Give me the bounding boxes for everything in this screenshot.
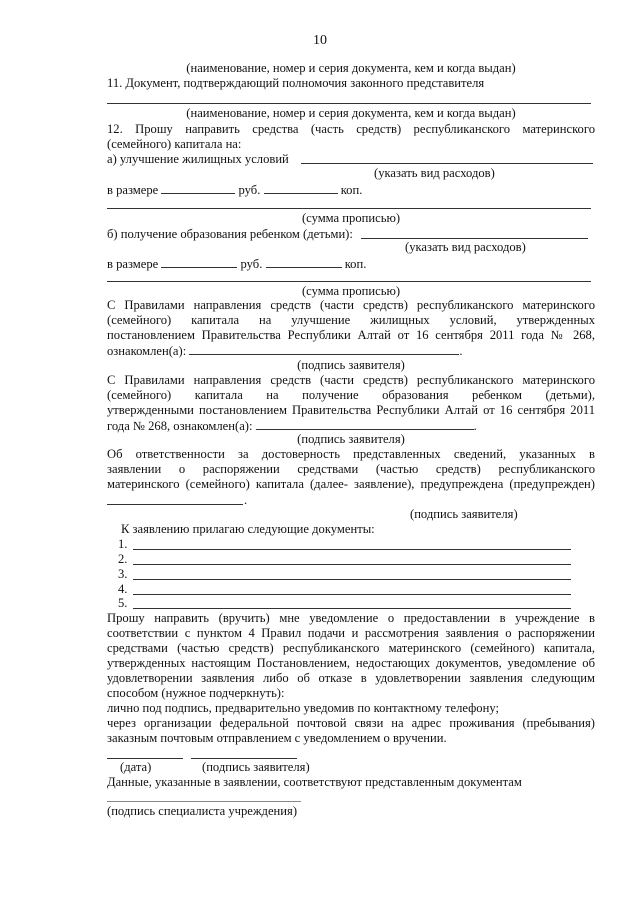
item-11-heading: 11. Документ, подтверждающий полномочия законного представителя xyxy=(107,76,485,90)
option-a-label: а) улучшение жилищных условий xyxy=(107,152,289,166)
responsibility-text: заявлении о распоряжении средствами (частью средств) республиканского xyxy=(107,462,595,476)
attachments-title: К заявлению прилагаю следующие документы: xyxy=(121,522,375,536)
attachment-line xyxy=(133,608,571,609)
rules-education-text: утвержденными постановлением Правительства Республики Алтай от 16 сентября 2011 xyxy=(107,403,595,417)
expense-type-caption: (указать вид расходов) xyxy=(405,240,526,254)
amount-in-words-caption: (сумма прописью) xyxy=(301,211,401,225)
item-12-text: (семейного) капитала на: xyxy=(107,137,242,151)
signature-field xyxy=(256,418,474,430)
rules-education-text: года № 268, ознакомлен(а): . xyxy=(107,419,477,433)
signature-caption: (подпись заявителя) xyxy=(202,760,310,774)
date-caption: (дата) xyxy=(120,760,152,774)
acknowledged-label: ознакомлен(а): xyxy=(107,344,187,358)
attachment-line xyxy=(133,579,571,580)
amount-in-words-caption: (сумма прописью) xyxy=(301,284,401,298)
notification-text: соответствии с пунктом 4 Правил подачи и рассмотрения заявления о распоряжении xyxy=(107,626,595,640)
responsibility-text: материнского (семейного) капитала (далее- заявление), предупреждена (предупрежден) xyxy=(107,477,595,491)
page-number: 10 xyxy=(313,33,327,48)
kopecks-field xyxy=(266,256,342,268)
attachment-number: 1. xyxy=(118,537,128,551)
notification-text: способом (нужное подчеркнуть): xyxy=(107,686,285,700)
amount-row xyxy=(107,182,595,198)
representative-document-line xyxy=(107,103,591,104)
expense-type-caption: (указать вид расходов) xyxy=(374,166,495,180)
amount-prefix: в размере xyxy=(107,257,159,271)
signature-caption: (подпись заявителя) xyxy=(297,358,405,372)
kopecks-field xyxy=(264,182,338,194)
rules-housing-text: С Правилами направления средств (части средств) республиканского материнского xyxy=(107,298,595,312)
notification-text: средствами (частью средств) республиканского материнского (семейного) капитала, xyxy=(107,641,595,655)
attachment-number: 2. xyxy=(118,552,128,566)
rubles-field xyxy=(161,256,237,268)
signature-field xyxy=(107,504,243,505)
signature-field xyxy=(191,758,297,759)
notification-text: Прошу направить (вручить) мне уведомление о предоставлении в учреждение в xyxy=(107,611,595,625)
amount-prefix: в размере xyxy=(107,183,159,197)
rubles-field xyxy=(161,182,235,194)
date-field xyxy=(107,758,183,759)
delivery-option-post: заказным почтовым отправлением с уведомлением о вручении. xyxy=(107,731,447,745)
attachment-number: 5. xyxy=(118,596,128,610)
delivery-option-post: через организации федеральной почтовой связи на адрес проживания (пребывания) xyxy=(107,716,595,730)
delivery-option-in-person: лично под подпись, предварительно уведомив по контактному телефону; xyxy=(107,701,499,715)
attachment-line xyxy=(133,594,571,595)
attachment-line xyxy=(133,564,571,565)
option-b-label: б) получение образования ребенком (детьми): xyxy=(107,227,353,241)
rub-label: руб. xyxy=(240,257,263,271)
rules-housing-text: ознакомлен(а): . xyxy=(107,344,463,358)
housing-expense-line xyxy=(301,163,593,164)
signature-caption: (подпись заявителя) xyxy=(297,432,405,446)
attachment-number: 3. xyxy=(118,567,128,581)
kop-label: коп. xyxy=(340,183,363,197)
data-match-statement: Данные, указанные в заявлении, соответствуют представленным документам xyxy=(107,775,522,789)
rub-label: руб. xyxy=(238,183,261,197)
attachment-line xyxy=(133,549,571,550)
signature-field xyxy=(189,343,459,355)
amount-in-words-line xyxy=(107,281,591,282)
responsibility-text: Об ответственности за достоверность представленных сведений, указанных в xyxy=(107,447,595,461)
kop-label: коп. xyxy=(344,257,367,271)
amount-in-words-line xyxy=(107,208,591,209)
document-caption: (наименование, номер и серия документа, кем и когда выдан) xyxy=(186,106,516,120)
attachment-number: 4. xyxy=(118,582,128,596)
notification-text: удовлетворении заявления либо об отказе в удовлетворении заявления следующим xyxy=(107,671,595,685)
rules-housing-text: постановлением Правительства Республики Алтай от 16 сентября 2011 года № 268, xyxy=(107,328,595,342)
specialist-signature-caption: (подпись специалиста учреждения) xyxy=(107,804,298,818)
document-caption: (наименование, номер и серия документа, кем и когда выдан) xyxy=(186,61,516,75)
rules-housing-text: (семейного) капитала на улучшение жилищных условий, утвержденных xyxy=(107,313,595,327)
item-12-text: 12. Прошу направить средства (часть средств) республиканского материнского xyxy=(107,122,595,136)
rules-education-text: (семейного) капитала на получение образования ребенком (детьми), xyxy=(107,388,595,402)
signature-caption: (подпись заявителя) xyxy=(410,507,518,521)
education-expense-line xyxy=(361,238,588,239)
specialist-signature-field xyxy=(107,801,301,802)
amount-row xyxy=(107,256,595,272)
acknowledged-label: года № 268, ознакомлен(а): xyxy=(107,419,253,433)
notification-text: утвержденных настоящим Постановлением, недостающих документов, уведомление об xyxy=(107,656,595,670)
rules-education-text: С Правилами направления средств (части средств) республиканского материнского xyxy=(107,373,595,387)
period: . xyxy=(244,493,248,507)
